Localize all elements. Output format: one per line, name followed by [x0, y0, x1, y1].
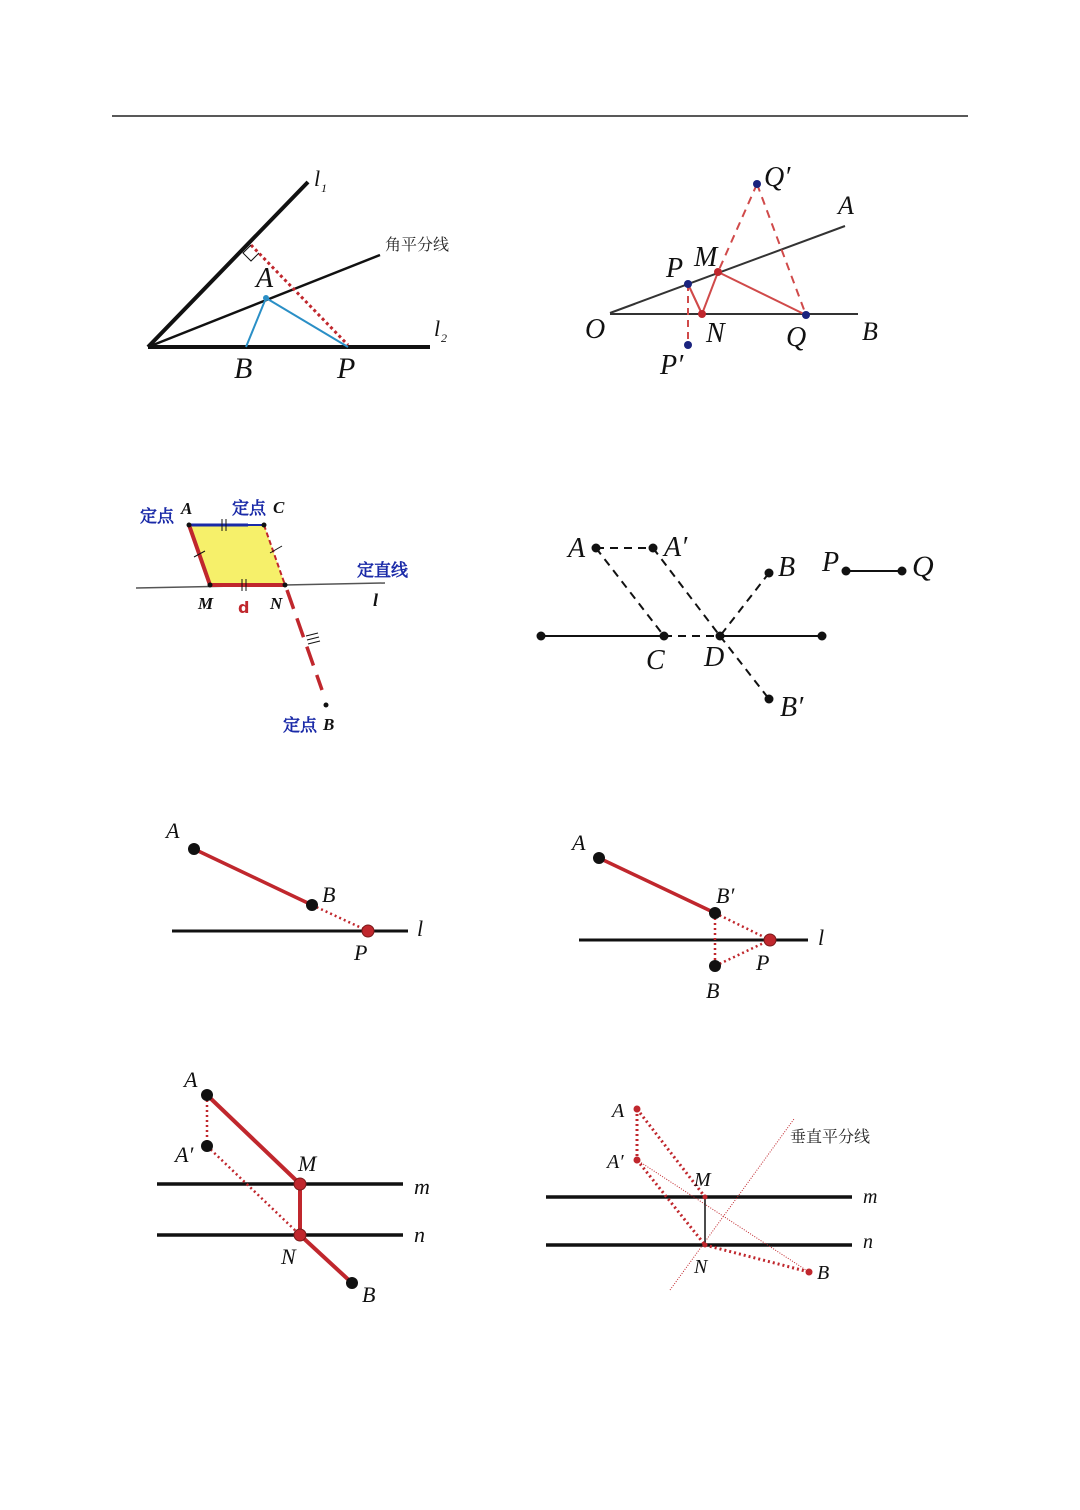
- thin-Ap-B: [637, 1160, 809, 1272]
- label-l2: l: [434, 316, 441, 341]
- label-P: P: [822, 547, 840, 578]
- point-Bp: [765, 695, 774, 704]
- label-fixed-line: 定直线: [357, 561, 408, 581]
- label-l: l: [373, 590, 379, 610]
- label-Ap: A′: [607, 1151, 624, 1173]
- label-A: A: [184, 1067, 198, 1092]
- label-bisector: 角平分线: [385, 235, 450, 254]
- point-A: [188, 843, 200, 855]
- dotted-Ap-N: [207, 1146, 300, 1235]
- label-B: B: [362, 1282, 376, 1307]
- point-M: [703, 1195, 708, 1200]
- label-Pp: P′: [660, 350, 684, 381]
- dash-A-C: [596, 548, 664, 636]
- label-B: B: [778, 552, 796, 583]
- label-M: M: [694, 242, 718, 273]
- dash-B-D: [720, 573, 769, 636]
- segment-N-B: [300, 1235, 352, 1283]
- figure-reflection-triangle: [585, 162, 878, 381]
- label-A: A: [572, 830, 586, 855]
- point-A: [201, 1089, 213, 1101]
- point-Q: [898, 567, 907, 576]
- point-B: [765, 569, 774, 578]
- dotted-Bp-P: [715, 913, 770, 940]
- label-A: A: [838, 191, 854, 220]
- point-B: [346, 1277, 358, 1289]
- label-fixed-B: 定点: [283, 716, 317, 736]
- point-left-end: [537, 632, 546, 641]
- dotted-B-P: [312, 905, 368, 931]
- label-fixed-A: 定点: [140, 507, 174, 527]
- point-N: [294, 1229, 306, 1241]
- label-Q: Q: [786, 322, 807, 353]
- label-O: O: [585, 314, 606, 345]
- label-A: A: [166, 818, 180, 843]
- point-B: [709, 960, 721, 972]
- label-C: C: [273, 498, 285, 517]
- point-P: [842, 567, 851, 576]
- parallelogram-fill: [189, 525, 285, 585]
- label-n: n: [863, 1231, 873, 1253]
- label-B: B: [234, 352, 253, 385]
- point-Ap: [634, 1157, 641, 1164]
- point-B: [806, 1269, 813, 1276]
- label-l: l: [417, 916, 424, 941]
- point-M: [294, 1178, 306, 1190]
- label-perp-bisector: 垂直平分线: [790, 1127, 871, 1146]
- figure-translation-reflection: [537, 532, 935, 723]
- point-P: [684, 280, 692, 288]
- tick-NB-1: [306, 633, 318, 636]
- figure-parallelogram-bridge: [136, 498, 409, 736]
- label-l2-sub: 2: [441, 331, 447, 345]
- label-N: N: [270, 594, 283, 613]
- label-fixed-C: 定点: [232, 499, 266, 519]
- label-N: N: [281, 1244, 296, 1269]
- point-N: [703, 1243, 708, 1248]
- point-A: [593, 852, 605, 864]
- label-C: C: [646, 645, 665, 676]
- point-A: [187, 523, 192, 528]
- label-l1: l: [314, 166, 321, 191]
- label-B: B: [862, 317, 878, 346]
- figure-max-difference-reflected: [570, 830, 824, 1003]
- label-A: A: [612, 1100, 625, 1122]
- label-D: D: [704, 642, 725, 673]
- label-Bp: B′: [780, 692, 804, 723]
- tick-NB-2: [307, 637, 319, 640]
- point-M: [208, 583, 213, 588]
- dash-Qp-M: [718, 184, 757, 272]
- label-d: d: [238, 598, 250, 617]
- segment-A-M: [207, 1095, 300, 1184]
- label-N: N: [706, 318, 725, 349]
- point-B: [306, 899, 318, 911]
- tick-NB-3: [308, 641, 320, 644]
- segment-P-N-side: [688, 284, 702, 314]
- point-A: [263, 295, 269, 301]
- label-B: B: [323, 715, 335, 734]
- label-A: A: [568, 533, 586, 564]
- label-Ap: A′: [664, 532, 688, 563]
- label-P: P: [337, 352, 356, 385]
- figure-river-bridge: [157, 1067, 430, 1307]
- label-Ap: A′: [175, 1142, 194, 1167]
- point-Pp: [684, 341, 692, 349]
- point-C: [660, 632, 669, 641]
- point-N: [698, 310, 706, 318]
- segment-A-Bp: [599, 858, 715, 913]
- label-n: n: [414, 1222, 425, 1247]
- label-N: N: [694, 1256, 708, 1278]
- label-m: m: [863, 1186, 878, 1208]
- point-A: [592, 544, 601, 553]
- point-P: [362, 925, 374, 937]
- label-Bp: B′: [716, 883, 735, 908]
- figure-river-bridge-bisector: [546, 1100, 877, 1290]
- dash-D-Bp: [720, 636, 769, 699]
- point-Ap: [201, 1140, 213, 1152]
- label-B: B: [817, 1262, 830, 1284]
- label-B: B: [322, 882, 336, 907]
- point-D: [716, 632, 725, 641]
- figure-angle-bisector: [148, 166, 449, 385]
- label-Qp: Q′: [764, 162, 791, 193]
- point-P: [764, 934, 776, 946]
- point-right-end: [818, 632, 827, 641]
- perpendicular-dotted: [251, 245, 348, 345]
- point-A: [634, 1106, 641, 1113]
- label-m: m: [414, 1174, 430, 1199]
- point-C: [262, 523, 267, 528]
- point-Qp: [753, 180, 761, 188]
- label-P: P: [354, 940, 368, 965]
- label-M: M: [198, 594, 214, 613]
- perpendicular-bisector: [670, 1119, 794, 1290]
- label-M: M: [694, 1169, 711, 1191]
- label-A: A: [181, 499, 193, 518]
- label-l1-sub: 1: [321, 181, 327, 195]
- label-l: l: [818, 925, 825, 950]
- segment-NB: [287, 590, 322, 690]
- ray-l1: [148, 182, 308, 347]
- point-Ap: [649, 544, 658, 553]
- label-Q: Q: [912, 550, 934, 583]
- point-Q: [802, 311, 810, 319]
- point-N: [283, 583, 288, 588]
- ray-OA: [610, 226, 845, 313]
- label-B: B: [706, 978, 720, 1003]
- label-P: P: [666, 253, 684, 284]
- label-M: M: [298, 1151, 317, 1176]
- segment-AP: [266, 298, 348, 347]
- dotted-N-B: [705, 1245, 809, 1272]
- segment-AB: [194, 849, 312, 905]
- label-A: A: [256, 263, 274, 294]
- point-B: [324, 703, 329, 708]
- point-Bp: [709, 907, 721, 919]
- label-P: P: [756, 950, 770, 975]
- figure-max-difference: [164, 818, 423, 965]
